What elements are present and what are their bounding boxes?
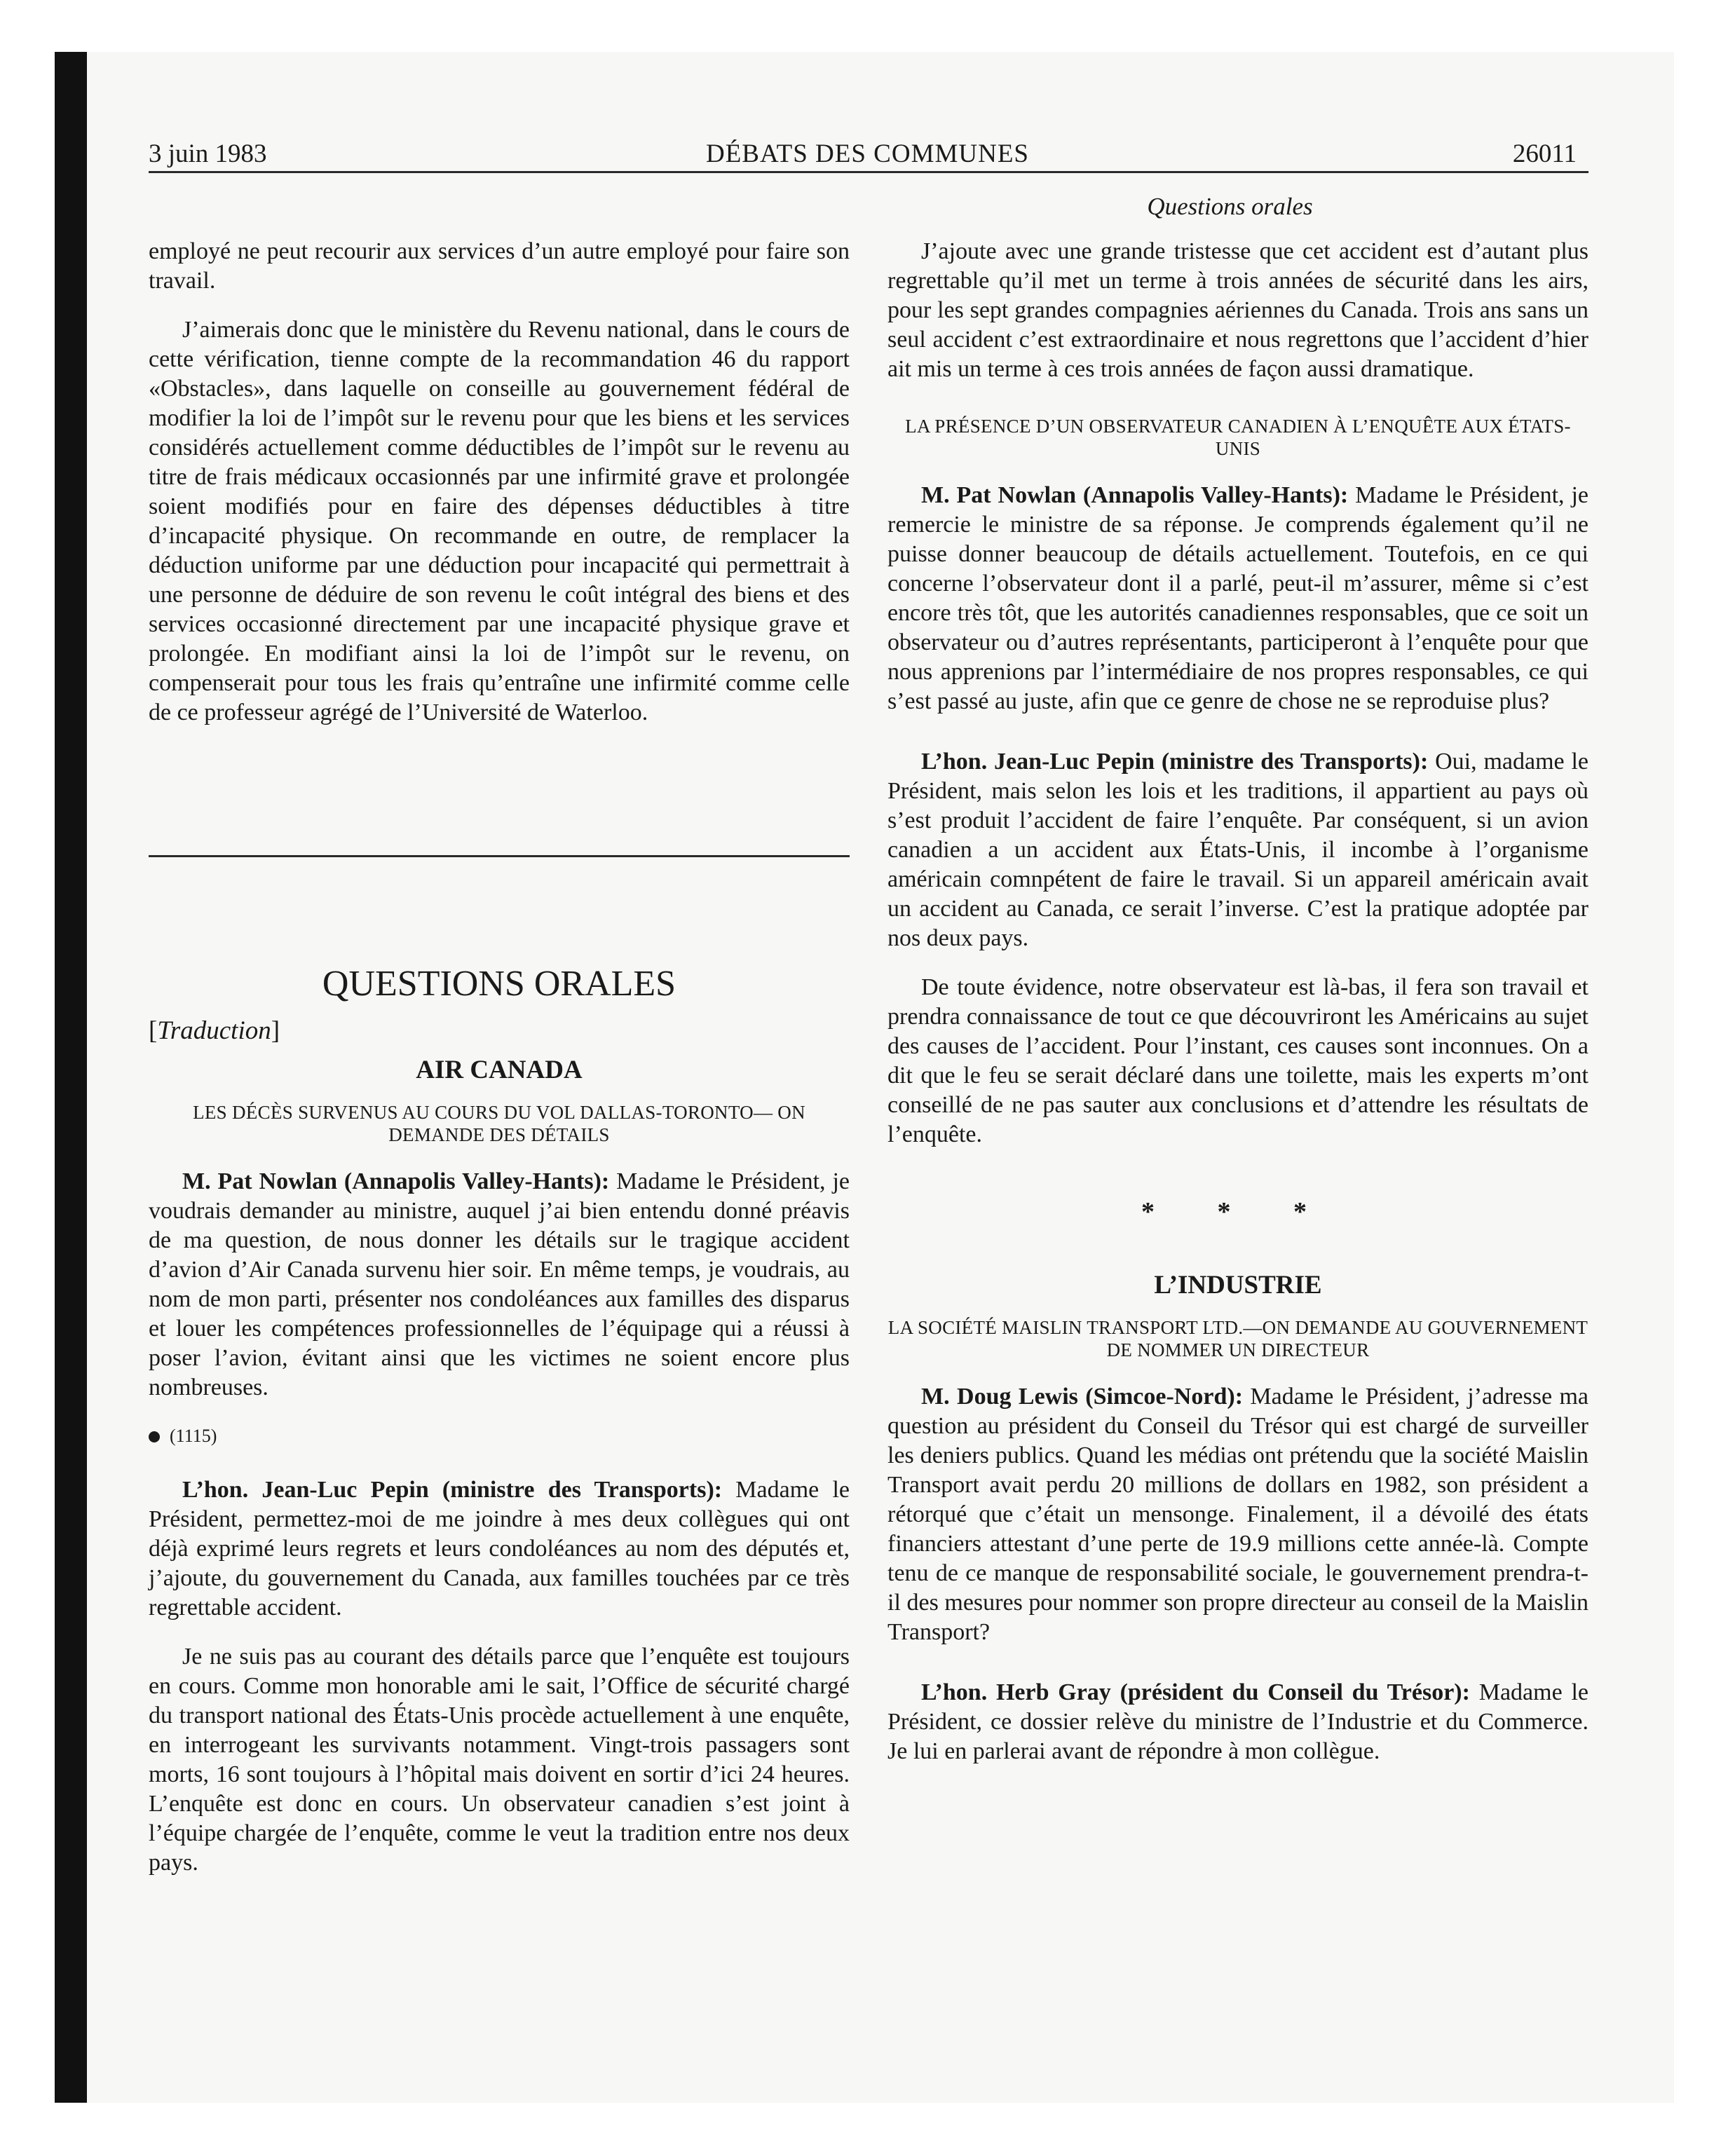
left-column [149,237,850,1897]
translation-label: Traduction [157,1016,271,1045]
header-rule [149,171,1588,173]
speech-text: Madame le Président, permettez-moi de me joindre à mes deux collègues qui ont déjà exprimé leurs regrets et leurs condoléances au nom des députés et, j’ajoute, du gouvernement du Canada, aux familles touchées par ce très regrettable accident. [149,1477,850,1621]
section-title: QUESTIONS ORALES [322,964,676,1004]
subject-caption: LA SOCIÉTÉ MAISLIN TRANSPORT LTD.—ON DEMANDE AU GOUVERNEMENT DE NOMMER UN DIRECTEUR [887,1317,1588,1360]
speech-text: Madame le Président, je remercie le ministre de sa réponse. Je comprends également qu’il ne puisse donner beaucoup de détails actuellement. Toutefois, en ce qui concerne l’observateur dont il a parlé, peut-il m’assurer, même si c’est encore très tôt, que les autorités canadiennes responsables, que ce soit un observateur ou d’autres représentants, participeront à l’enquête pour que nous apprenions par l’intermédiaire de nos propres responsables, ce qui s’est passé au juste, afin que ce genre de chose ne se reproduise plus? [887,482,1588,714]
speaker-name: L’hon. Herb Gray (président du Conseil du Trésor): [921,1679,1470,1705]
paragraph: J’aimerais donc que le ministère du Revenu national, dans le cours de cette vérification, tienne compte de la recommandation 46 du rapport «Obstacles», dans laquelle on conseille au gouvernement fédéral de modifier la loi de l’impôt sur le revenu pour que les biens et les services considérés actuellement comme déductibles de l’impôt sur le revenu au titre de frais médicaux occasionnés par une infirmité grave et prolongée soient modifiés pour en faire des dépenses déductibles à titre d’incapacité physique. On recommande en outre, de remplacer la déduction uniforme par une déduction pour incapacité qui permettrait à une personne de déduire de son revenu le coût intégral des biens et des services occasionné directement par une incapacité physique grave et prolongée. En modifiant ainsi la loi de l’impôt sur le revenu, on compenserait pour tous les frais qu’entraîne une infirmité comme celle de ce professeur agrégé de l’Université de Waterloo. [149,317,850,725]
speaker-name: L’hon. Jean-Luc Pepin (ministre des Transports): [921,749,1429,775]
subject-heading: AIR CANADA [416,1056,583,1084]
header-title: DÉBATS DES COMMUNES [705,139,1029,168]
running-head: Questions orales [1147,193,1313,220]
speech-paragraph [887,1382,1588,1647]
binding-edge [55,52,87,2103]
right-column [887,237,1588,1786]
paragraph: De toute évidence, notre observateur est là-bas, il fera son travail et prendra connaissance de tout ce que découvriront les Américains au sujet des causes de l’accident. Pour l’instant, ces causes sont inconnues. On a dit que le feu se serait déclaré dans une toilette, mais les experts m’ont conseillé de ne pas sauter aux conclusions et d’attendre les résultats de l’enquête. [887,974,1588,1147]
speaker-name: M. Pat Nowlan (Annapolis Valley-Hants): [182,1168,610,1194]
speech-paragraph [149,1475,850,1623]
timestamp [149,1422,850,1450]
speech-text: Madame le Président, ce dossier relève du ministre de l’Industrie et du Commerce. Je lui en parlerai avant de répondre à mon collègue. [887,1679,1588,1764]
page-number: 26011 [1512,139,1577,168]
speech-paragraph [887,481,1588,716]
section-separator-stars: * * * [1141,1197,1335,1227]
speaker-name: M. Pat Nowlan (Annapolis Valley-Hants): [921,482,1349,508]
speaker-name: L’hon. Jean-Luc Pepin (ministre des Transports): [182,1477,723,1503]
timestamp-text: (1115) [170,1426,217,1446]
speech-paragraph [887,747,1588,953]
paragraph: J’ajoute avec une grande tristesse que cet accident est d’autant plus regrettable qu’il met un terme à trois années de sécurité dans les airs, pour les sept grandes compagnies aériennes du Canada. Trois ans sans un seul accident c’est extraordinaire et nous regrettons que l’accident d’hier ait mis un terme à ces trois années de façon aussi dramatique. [887,238,1588,382]
paragraph: employé ne peut recourir aux services d’un autre employé pour faire son travail. [149,238,850,294]
section-rule [149,855,850,857]
speech-text: Madame le Président, j’adresse ma question au président du Conseil du Trésor qui est chargé de surveiller les deniers publics. Quand les médias ont prétendu que la société Maislin Transport avait perdu 20 millions de dollars en 1982, son président a rétorqué que c’était un mensonge. Finalement, il a dévoilé des états financiers attestant d’une perte de 19.9 millions cette année-là. Compte tenu de ce manque de responsabilité sociale, le gouvernement prendra-t-il des mesures pour nommer son propre directeur au conseil de la Maislin Transport? [887,1384,1588,1645]
paragraph: Je ne suis pas au courant des détails parce que l’enquête est toujours en cours. Comme mon honorable ami le sait, l’Office de sécurité chargé du transport national des États-Unis procède actuellement à une enquête, en interrogeant les survivants notamment. Vingt-trois passagers sont morts, 16 sont toujours à l’hôpital mais doivent en sortir d’ici 24 heures. L’enquête est donc en cours. Un observateur canadien s’est joint à l’équipe chargée de l’enquête, comme le veut la tradition entre nos deux pays. [149,1644,850,1876]
speech-text: Oui, madame le Président, mais selon les lois et les traditions, il appartient au pays où s’est produit l’accident de faire l’enquête. Par conséquent, si un avion canadien a un accident aux États-Unis, il incombe à l’organisme américain comnpétent de faire le travail. Si un appareil américain avait un accident au Canada, ce serait l’inverse. C’est la pratique adoptée par nos deux pays. [887,749,1588,951]
subject-caption: LES DÉCÈS SURVENUS AU COURS DU VOL DALLAS-TORONTO— ON DEMANDE DES DÉTAILS [193,1102,805,1145]
speaker-name: M. Doug Lewis (Simcoe-Nord): [921,1384,1244,1410]
header-date: 3 juin 1983 [149,139,267,168]
translation-note: [Traduction] [149,1016,280,1045]
speech-text: Madame le Président, je voudrais demander au ministre, auquel j’ai bien entendu donné préavis de ma question, de nous donner les détails sur le tragique accident d’avion d’Air Canada survenu hier soir. En même temps, je voudrais, au nom de mon parti, présenter nos condoléances aux familles des disparus et louer les compétences professionnelles de l’équipage qui a réussi à poser l’avion, évitant ainsi que les victimes ne soient encore plus nombreuses. [149,1168,850,1400]
subject-caption: LA PRÉSENCE D’UN OBSERVATEUR CANADIEN À L’ENQUÊTE AUX ÉTATS-UNIS [905,416,1571,459]
speech-paragraph [887,1678,1588,1766]
subject-heading: L’INDUSTRIE [1154,1271,1322,1299]
speech-paragraph [149,1167,850,1403]
bullet-icon [149,1431,160,1442]
